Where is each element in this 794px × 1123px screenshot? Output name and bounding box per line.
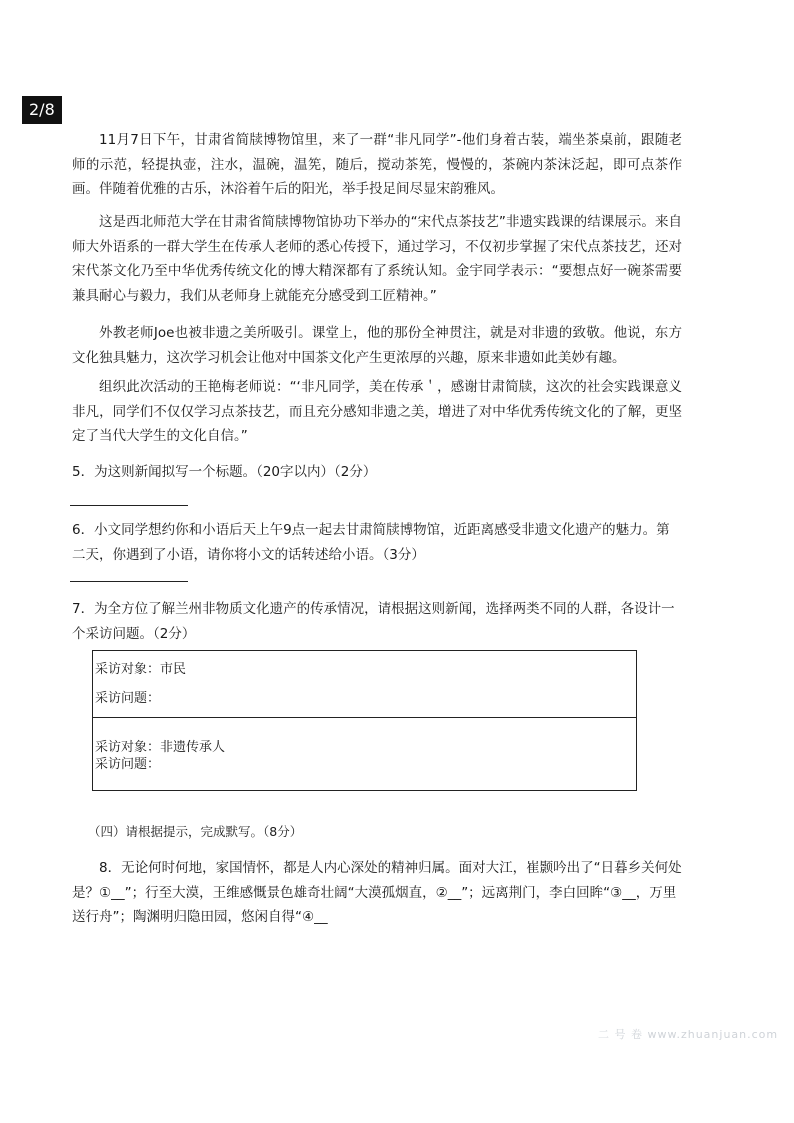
- page-number-badge: 2/8: [22, 96, 62, 124]
- watermark: 二 号 卷 www.zhuanjuan.com: [598, 1028, 779, 1041]
- question-8: 8．无论何时何地，家国情怀，都是人内心深处的精神归属。面对大江，崔颢吟出了“日暮乡关何处是？①__”；行至大漠，王维感慨景色雄奇壮阔“大漠孤烟直，②__”；远离荆门，李白回眸“③__，万里送行舟”；陶渊明归隐田园，悠闲自得“④__: [72, 860, 682, 925]
- interview-question-1[interactable]: 采访问题：: [95, 691, 161, 706]
- article-paragraph-4: 组织此次活动的王艳梅老师说：“‘非凡同学，美在传承＇，感谢甘肃简牍，这次的社会实践课意义非凡，同学们不仅仅学习点茶技艺，而且充分感知非遗之美，增进了对中华优秀传统文化的了解，更坚定了当代大学生的文化自信。”: [72, 379, 682, 444]
- article-paragraph-1: 11月7日下午，甘肃省简牍博物馆里，来了一群“非凡同学”-他们身着古装，端坐茶桌前，跟随老师的示范，轻提执壶，注水，温碗，温筅，随后，搅动茶筅，慢慢的，茶碗内茶沫泛起，即可点茶作画。伴随着优雅的古乐，沐浴着午后的阳光，举手投足间尽显宋韵雅风。: [72, 132, 682, 197]
- article-paragraph-2: 这是西北师范大学在甘肃省简牍博物馆协功下举办的“宋代点茶技艺”非遗实践课的结课展示。来自师大外语系的一群大学生在传承人老师的悉心传授下，通过学习，不仅初步掌握了宋代点茶技艺，还对宋代茶文化乃至中华优秀传统文化的博大精深都有了系统认知。金宇同学表示：“要想点好一碗茶需要兼具耐心与毅力，我们从老师身上就能充分感受到工匠精神。”: [72, 214, 682, 304]
- interview-question-2[interactable]: 采访问题：: [95, 757, 161, 772]
- question-5: 5．为这则新闻拟写一个标题。（20字以内）（2分）: [72, 464, 377, 480]
- section-4-heading: （四）请根据提示，完成默写。（8分）: [88, 824, 303, 839]
- interview-table: [92, 650, 637, 791]
- answer-line-q6[interactable]: [70, 581, 188, 582]
- interview-target-1: 采访对象：市民: [95, 662, 187, 677]
- answer-line-q5[interactable]: [70, 505, 188, 506]
- interview-target-2: 采访对象：非遗传承人: [95, 740, 226, 755]
- article-paragraph-3: 外教老师Joe也被非遗之美所吸引。课堂上，他的那份全神贯注，就是对非遗的致敬。他说，东方文化独具魅力，这次学习机会让他对中国茶文化产生更浓厚的兴趣，原来非遗如此美妙有趣。: [72, 325, 682, 366]
- interview-divider: [93, 717, 636, 718]
- question-7: 7．为全方位了解兰州非物质文化遗产的传承情况，请根据这则新闻，选择两类不同的人群，各设计一个采访问题。（2分）: [72, 601, 675, 642]
- question-6: 6．小文同学想约你和小语后天上午9点一起去甘肃简牍博物馆，近距离感受非遗文化遗产的魅力。第二天，你遇到了小语，请你将小文的话转述给小语。（3分）: [72, 522, 670, 563]
